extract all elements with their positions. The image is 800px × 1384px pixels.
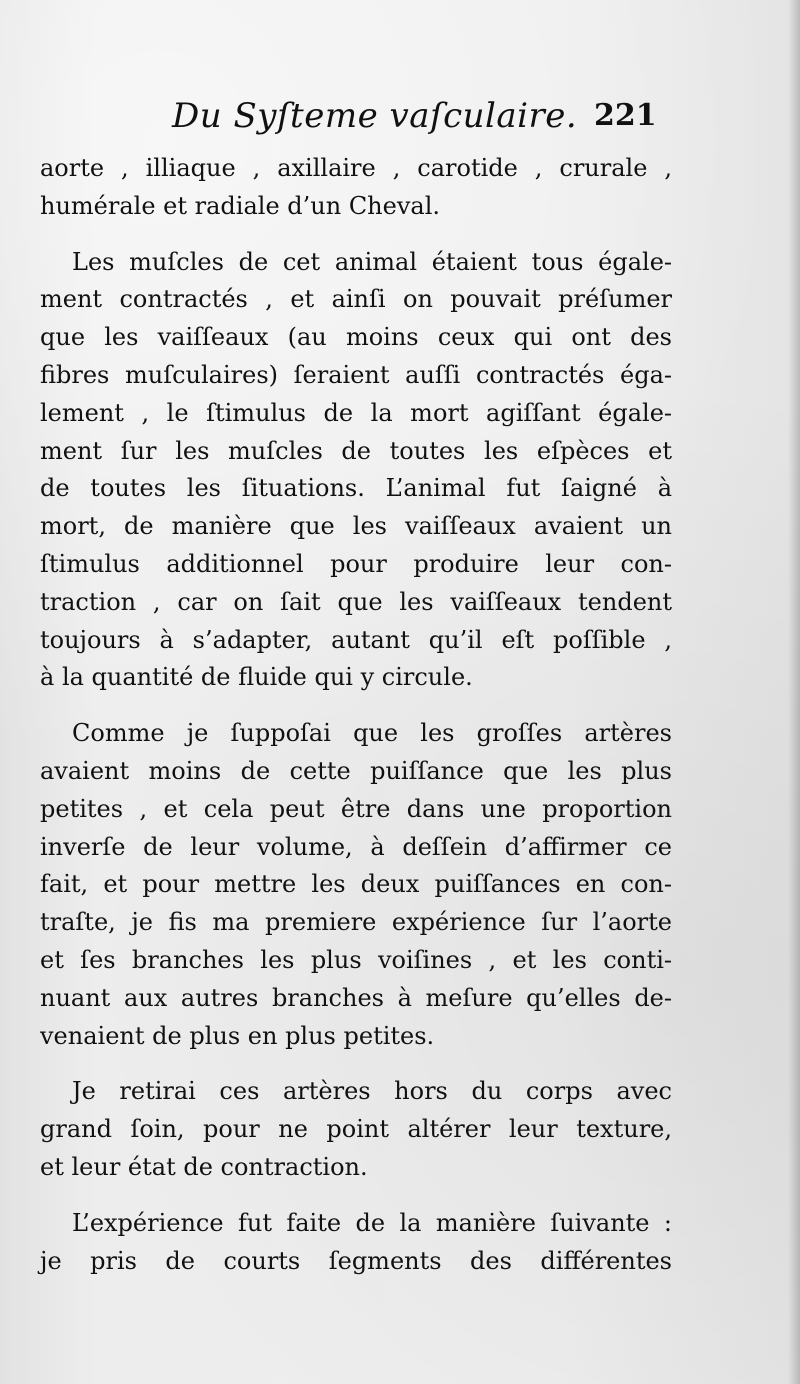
- text-line: ment ſur les muſcles de toutes les eſpèces et: [40, 436, 672, 465]
- body-text: [40, 150, 672, 1298]
- text-line: traſte, je fis ma premiere expérience ſur l’aorte: [40, 908, 672, 937]
- text-line: fait, et pour mettre les deux puiſſances en con-: [40, 870, 672, 899]
- text-line: nuant aux autres branches à meſure qu’elles de-: [40, 983, 672, 1012]
- paragraph-4: [40, 1073, 672, 1186]
- text-line: humérale et radiale d’un Cheval.: [40, 191, 441, 220]
- text-line: fibres muſculaires) ſeraient auſſi contractés éga-: [40, 360, 672, 389]
- paragraph-2: [40, 244, 672, 698]
- paragraph-1: [40, 150, 672, 226]
- page-header: [0, 96, 800, 156]
- text-line: Je retirai ces artères hors du corps avec: [72, 1077, 672, 1106]
- text-line: Les muſcles de cet animal étaient tous égale-: [72, 247, 672, 276]
- text-line: aorte , illiaque , axillaire , carotide , crurale ,: [40, 154, 672, 182]
- paragraph-5: [40, 1205, 672, 1281]
- text-line: à la quantité de fluide qui y circule.: [40, 663, 473, 692]
- text-line: Comme je ſuppoſai que les groſſes artères: [72, 719, 672, 748]
- text-line: que les vaiſſeaux (au moins ceux qui ont des: [40, 323, 672, 352]
- text-line: venaient de plus en plus petites.: [40, 1021, 435, 1050]
- text-line: avaient moins de cette puiſſance que les plus: [40, 756, 672, 785]
- text-line: petites , et cela peut être dans une proportion: [40, 794, 672, 823]
- text-line: ment contractés , et ainſi on pouvait préſumer: [40, 285, 672, 314]
- text-line: ſtimulus additionnel pour produire leur con-: [40, 549, 672, 578]
- text-line: L’expérience fut faite de la manière ſuivante :: [72, 1208, 672, 1237]
- text-line: grand ſoin, pour ne point altérer leur texture,: [40, 1115, 672, 1144]
- text-line: traction , car on ſait que les vaiſſeaux tendent: [40, 587, 672, 616]
- page-number: 221: [594, 98, 657, 133]
- text-line: inverſe de leur volume, à deſſein d’affirmer ce: [40, 832, 672, 861]
- text-line: et leur état de contraction.: [40, 1152, 368, 1181]
- text-line: et ſes branches les plus voiſines , et les conti-: [40, 945, 672, 974]
- text-line: lement , le ſtimulus de la mort agiſſant égale-: [40, 398, 672, 427]
- text-line: toujours à s’adapter, autant qu’il eſt poſſible ,: [40, 625, 672, 654]
- paragraph-3: [40, 715, 672, 1055]
- text-line: mort, de manière que les vaiſſeaux avaient un: [40, 512, 672, 541]
- text-line: je pris de courts ſegments des différentes: [40, 1246, 672, 1275]
- running-title: Du Syſteme vaſculaire.: [172, 96, 578, 136]
- text-line: de toutes les ſituations. L’animal fut ſaigné à: [40, 474, 672, 503]
